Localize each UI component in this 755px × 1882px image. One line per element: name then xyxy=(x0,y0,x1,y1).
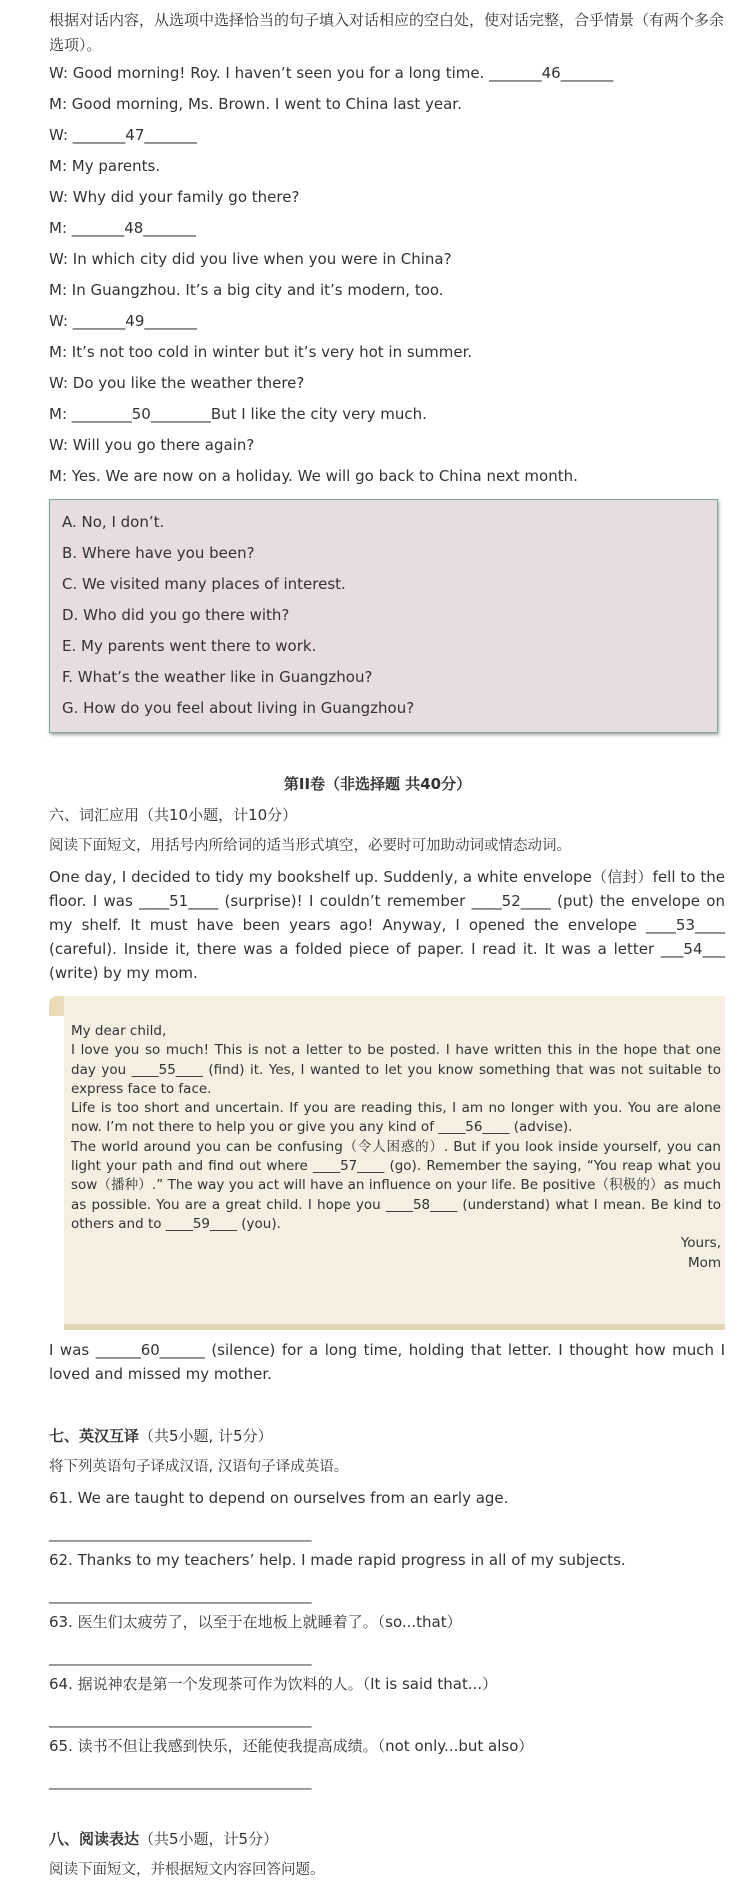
option-b: B. Where have you been? xyxy=(62,544,255,562)
dialogue-line: M: Good morning, Ms. Brown. I went to China last year. xyxy=(49,95,462,113)
answer-blank[interactable]: ___________________________________ xyxy=(49,1772,312,1790)
dialogue-line: M: _______48_______ xyxy=(49,219,196,237)
dialogue-line: M: ________50________But I like the city very much. xyxy=(49,405,427,423)
letter-paragraph: The world around you can be confusing（令人困惑的）. But if you look inside yourself, you can light your path and find out where ____57____ (go). Remember the saying, “You reap what you sow（播种）.” The way you act will have an influence on your life. Be positive（积极的）as much as possible. You are a great child. I hope you ____58____ (understand) what I mean. Be kind to others and to ____59____ (you). xyxy=(71,1138,721,1232)
dialogue-line: W: In which city did you live when you were in China? xyxy=(49,250,452,268)
answer-blank[interactable]: ___________________________________ xyxy=(49,1710,312,1728)
translation-item: 61. We are taught to depend on ourselves from an early age. xyxy=(49,1489,509,1507)
translation-item: 63. 医生们太疲劳了，以至于在地板上就睡着了。（so...that） xyxy=(49,1613,462,1631)
answer-blank[interactable]: ___________________________________ xyxy=(49,1648,312,1666)
section6-after: I was ______60______ (silence) for a long time, holding that letter. I thought how much I loved and missed my mother. xyxy=(49,1341,725,1383)
section8-title xyxy=(49,1827,725,1851)
section7-title xyxy=(49,1424,725,1448)
letter-greeting: My dear child, xyxy=(71,1023,167,1039)
dialogue-line: W: Will you go there again? xyxy=(49,436,255,454)
section7-instruction: 将下列英语句子译成汉语, 汉语句子译成英语。 xyxy=(49,1459,349,1475)
section8-title-bold: 八、阅读表达 xyxy=(49,1830,140,1848)
option-a: A. No, I don’t. xyxy=(62,513,165,531)
section6-passage: One day, I decided to tidy my bookshelf up. Suddenly, a white envelope（信封）fell to the floor. I was ____51____ (surprise)! I couldn’t remember ____52____ (put) the envelope on my shelf. It must have been years ago! Anyway, I opened the envelope ____53____ (careful). Inside it, there was a folded piece of paper. I read it. It was a letter ___54___ (write) by my mom. xyxy=(49,868,725,982)
dialogue-line: W: Why did your family go there? xyxy=(49,188,300,206)
section7-title-rest: （共5小题, 计5分） xyxy=(139,1427,273,1445)
translation-item: 62. Thanks to my teachers’ help. I made rapid progress in all of my subjects. xyxy=(49,1551,626,1569)
letter-tab xyxy=(49,996,65,1016)
letter-signature: Mom xyxy=(687,1254,721,1271)
dialogue-line: W: _______49_______ xyxy=(49,312,197,330)
dialogue-line: W: Good morning! Roy. I haven’t seen you for a long time. _______46_______ xyxy=(49,64,614,82)
section6-instruction: 阅读下面短文，用括号内所给词的适当形式填空，必要时可加助动词或情态动词。 xyxy=(49,838,571,854)
answer-blank[interactable]: ___________________________________ xyxy=(49,1524,312,1542)
section6-title: 六、词汇应用（共10小题，计10分） xyxy=(49,806,298,824)
option-d: D. Who did you go there with? xyxy=(62,606,290,624)
letter-closing: Yours, xyxy=(680,1235,721,1252)
options-box xyxy=(49,499,718,733)
option-e: E. My parents went there to work. xyxy=(62,637,317,655)
option-c: C. We visited many places of interest. xyxy=(62,575,346,593)
letter-paragraph: Life is too short and uncertain. If you are reading this, I am no longer with you. You are alone now. I’m not there to help you or give you any kind of ____56____ (advise). xyxy=(71,1100,721,1136)
translation-item: 64. 据说神农是第一个发现茶可作为饮料的人。（It is said that...） xyxy=(49,1675,498,1693)
dialogue-line: M: In Guangzhou. It’s a big city and it’s modern, too. xyxy=(49,281,444,299)
dialogue-line: M: My parents. xyxy=(49,157,161,175)
section8-title-rest: （共5小题，计5分） xyxy=(139,1830,279,1848)
option-f: F. What’s the weather like in Guangzhou? xyxy=(62,668,373,686)
translation-item: 65. 读书不但让我感到快乐，还能使我提高成绩。（not only...but also） xyxy=(49,1737,534,1755)
part2-title: 第II卷（非选择题 共40分） xyxy=(283,775,472,793)
option-g: G. How do you feel about living in Guangzhou? xyxy=(62,699,415,717)
dialogue-line: M: Yes. We are now on a holiday. We will go back to China next month. xyxy=(49,467,578,485)
letter-paragraph: I love you so much! This is not a letter to be posted. I have written this in the hope that one day you ____55____ (find) it. Yes, I wanted to let you know something that was not suitable to express face to face. xyxy=(71,1042,721,1097)
section8-instruction: 阅读下面短文，并根据短文内容回答问题。 xyxy=(49,1862,325,1878)
dialogue-line: W: _______47_______ xyxy=(49,126,197,144)
dialogue-line: W: Do you like the weather there? xyxy=(49,374,305,392)
dialogue-instruction: 根据对话内容，从选项中选择恰当的句子填入对话相应的空白处，使对话完整，合乎情景（有两个多余选项）。 xyxy=(49,11,725,54)
answer-blank[interactable]: ___________________________________ xyxy=(49,1586,312,1604)
letter-box xyxy=(64,996,725,1330)
dialogue-line: M: It’s not too cold in winter but it’s very hot in summer. xyxy=(49,343,473,361)
section7-title-bold: 七、英汉互译 xyxy=(49,1427,140,1445)
